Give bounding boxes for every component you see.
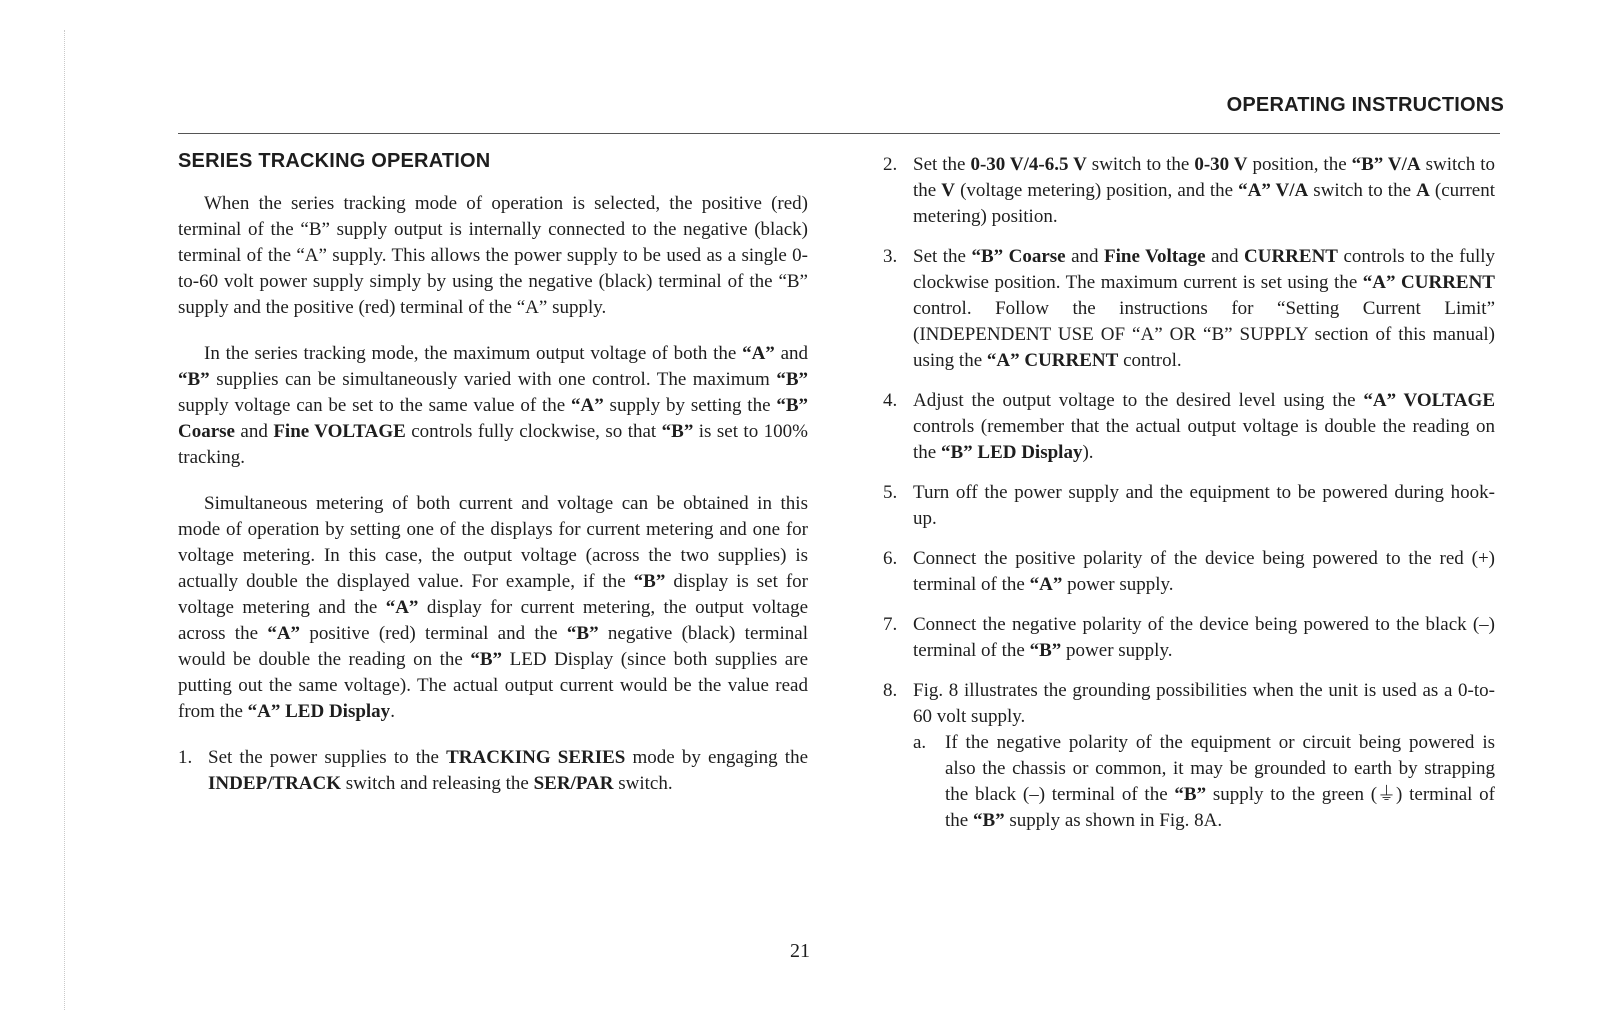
running-header: OPERATING INSTRUCTIONS	[1226, 94, 1504, 116]
step-number: 3.	[883, 246, 898, 267]
step-7: 7. Connect the negative polarity of the device being powered to the black (–) terminal of the “B” power supply.	[883, 614, 1495, 661]
step-2: 2. Set the 0-30 V/4-6.5 V switch to the 0-30 V position, the “B” V/A switch to the V (voltage metering) position, and the “A” V/A switch to the A (current metering) position.	[883, 154, 1495, 227]
step-4: 4. Adjust the output voltage to the desired level using the “A” VOLTAGE controls (remember that the actual output voltage is double the reading on the “B” LED Display).	[883, 390, 1495, 463]
paragraph-max-voltage: In the series tracking mode, the maximum output voltage of both the “A” and “B” supplies can be simultaneously varied with one control. The maximum “B” supply voltage can be set to the same value of the “A” supply by setting the “B” Coarse and Fine VOLTAGE controls fully clockwise, so that “B” is set to 100% tracking.	[178, 343, 808, 468]
step-number: 2.	[883, 154, 898, 175]
header-rule	[178, 133, 1500, 134]
step-number: 4.	[883, 390, 898, 411]
step-5: 5. Turn off the power supply and the equipment to be powered during hook-up.	[883, 482, 1495, 529]
step-number: 1.	[178, 747, 193, 768]
step-3: 3. Set the “B” Coarse and Fine Voltage and CURRENT controls to the fully clockwise position. The maximum current is set using the “A” CURRENT control. Follow the instructions for “Setting Current Limit” (INDEPENDENT USE OF “A” OR “B” SUPPLY section of this manual) using the “A” CURRENT control.	[883, 246, 1496, 371]
right-column	[883, 152, 1495, 848]
substep-letter: a.	[913, 732, 927, 753]
paragraph-metering: Simultaneous metering of both current and voltage can be obtained in this mode of operation by setting one of the displays for current metering and one for voltage metering. In this case, the output voltage (across the two supplies) is actually double the displayed value. For example, if the “B” display is set for voltage metering and the “A” display for current metering, the output voltage across the “A” positive (red) terminal and the “B” negative (black) terminal would be double the reading on the “B” LED Display (since both supplies are putting out the same voltage). The actual output current would be the value read from the “A” LED Display.	[178, 493, 808, 722]
step-1: 1. Set the power supplies to the TRACKING SERIES mode by engaging the INDEP/TRACK switch and releasing the SER/PAR switch.	[178, 747, 808, 794]
step-6: 6. Connect the positive polarity of the device being powered to the red (+) terminal of the “A” power supply.	[883, 548, 1495, 595]
step-8a: a. If the negative polarity of the equipment or circuit being powered is also the chassis or common, it may be grounded to earth by strapping the black (–) terminal of the “B” supply to the green (⏚) terminal of the “B” supply as shown in Fig. 8A.	[913, 732, 1496, 831]
left-column	[178, 150, 808, 811]
section-title: SERIES TRACKING OPERATION	[178, 150, 491, 172]
paragraph-series-intro: When the series tracking mode of operation is selected, the positive (red) terminal of the “B” supply output is internally connected to the negative (black) terminal of the “A” supply. This allows the power supply to be used as a single 0-to-60 volt power supply simply by using the negative (black) terminal of the “B” supply and the positive (red) terminal of the “A” supply.	[178, 193, 808, 318]
page-number: 21	[790, 940, 810, 962]
step-number: 8.	[883, 680, 898, 701]
step-number: 5.	[883, 482, 898, 503]
page-edge-line	[64, 30, 65, 1010]
step-number: 7.	[883, 614, 898, 635]
step-8: 8. Fig. 8 illustrates the grounding possibilities when the unit is used as a 0-to-60 volt supply. a. If the negative polarity of the equipment or circuit being powered is also the chassis or common, it may be grounded to earth by strapping the black (–) terminal of the “B” supply to the green (⏚) terminal of the “B” supply as shown in Fig. 8A.	[883, 678, 1495, 834]
step-number: 6.	[883, 548, 898, 569]
